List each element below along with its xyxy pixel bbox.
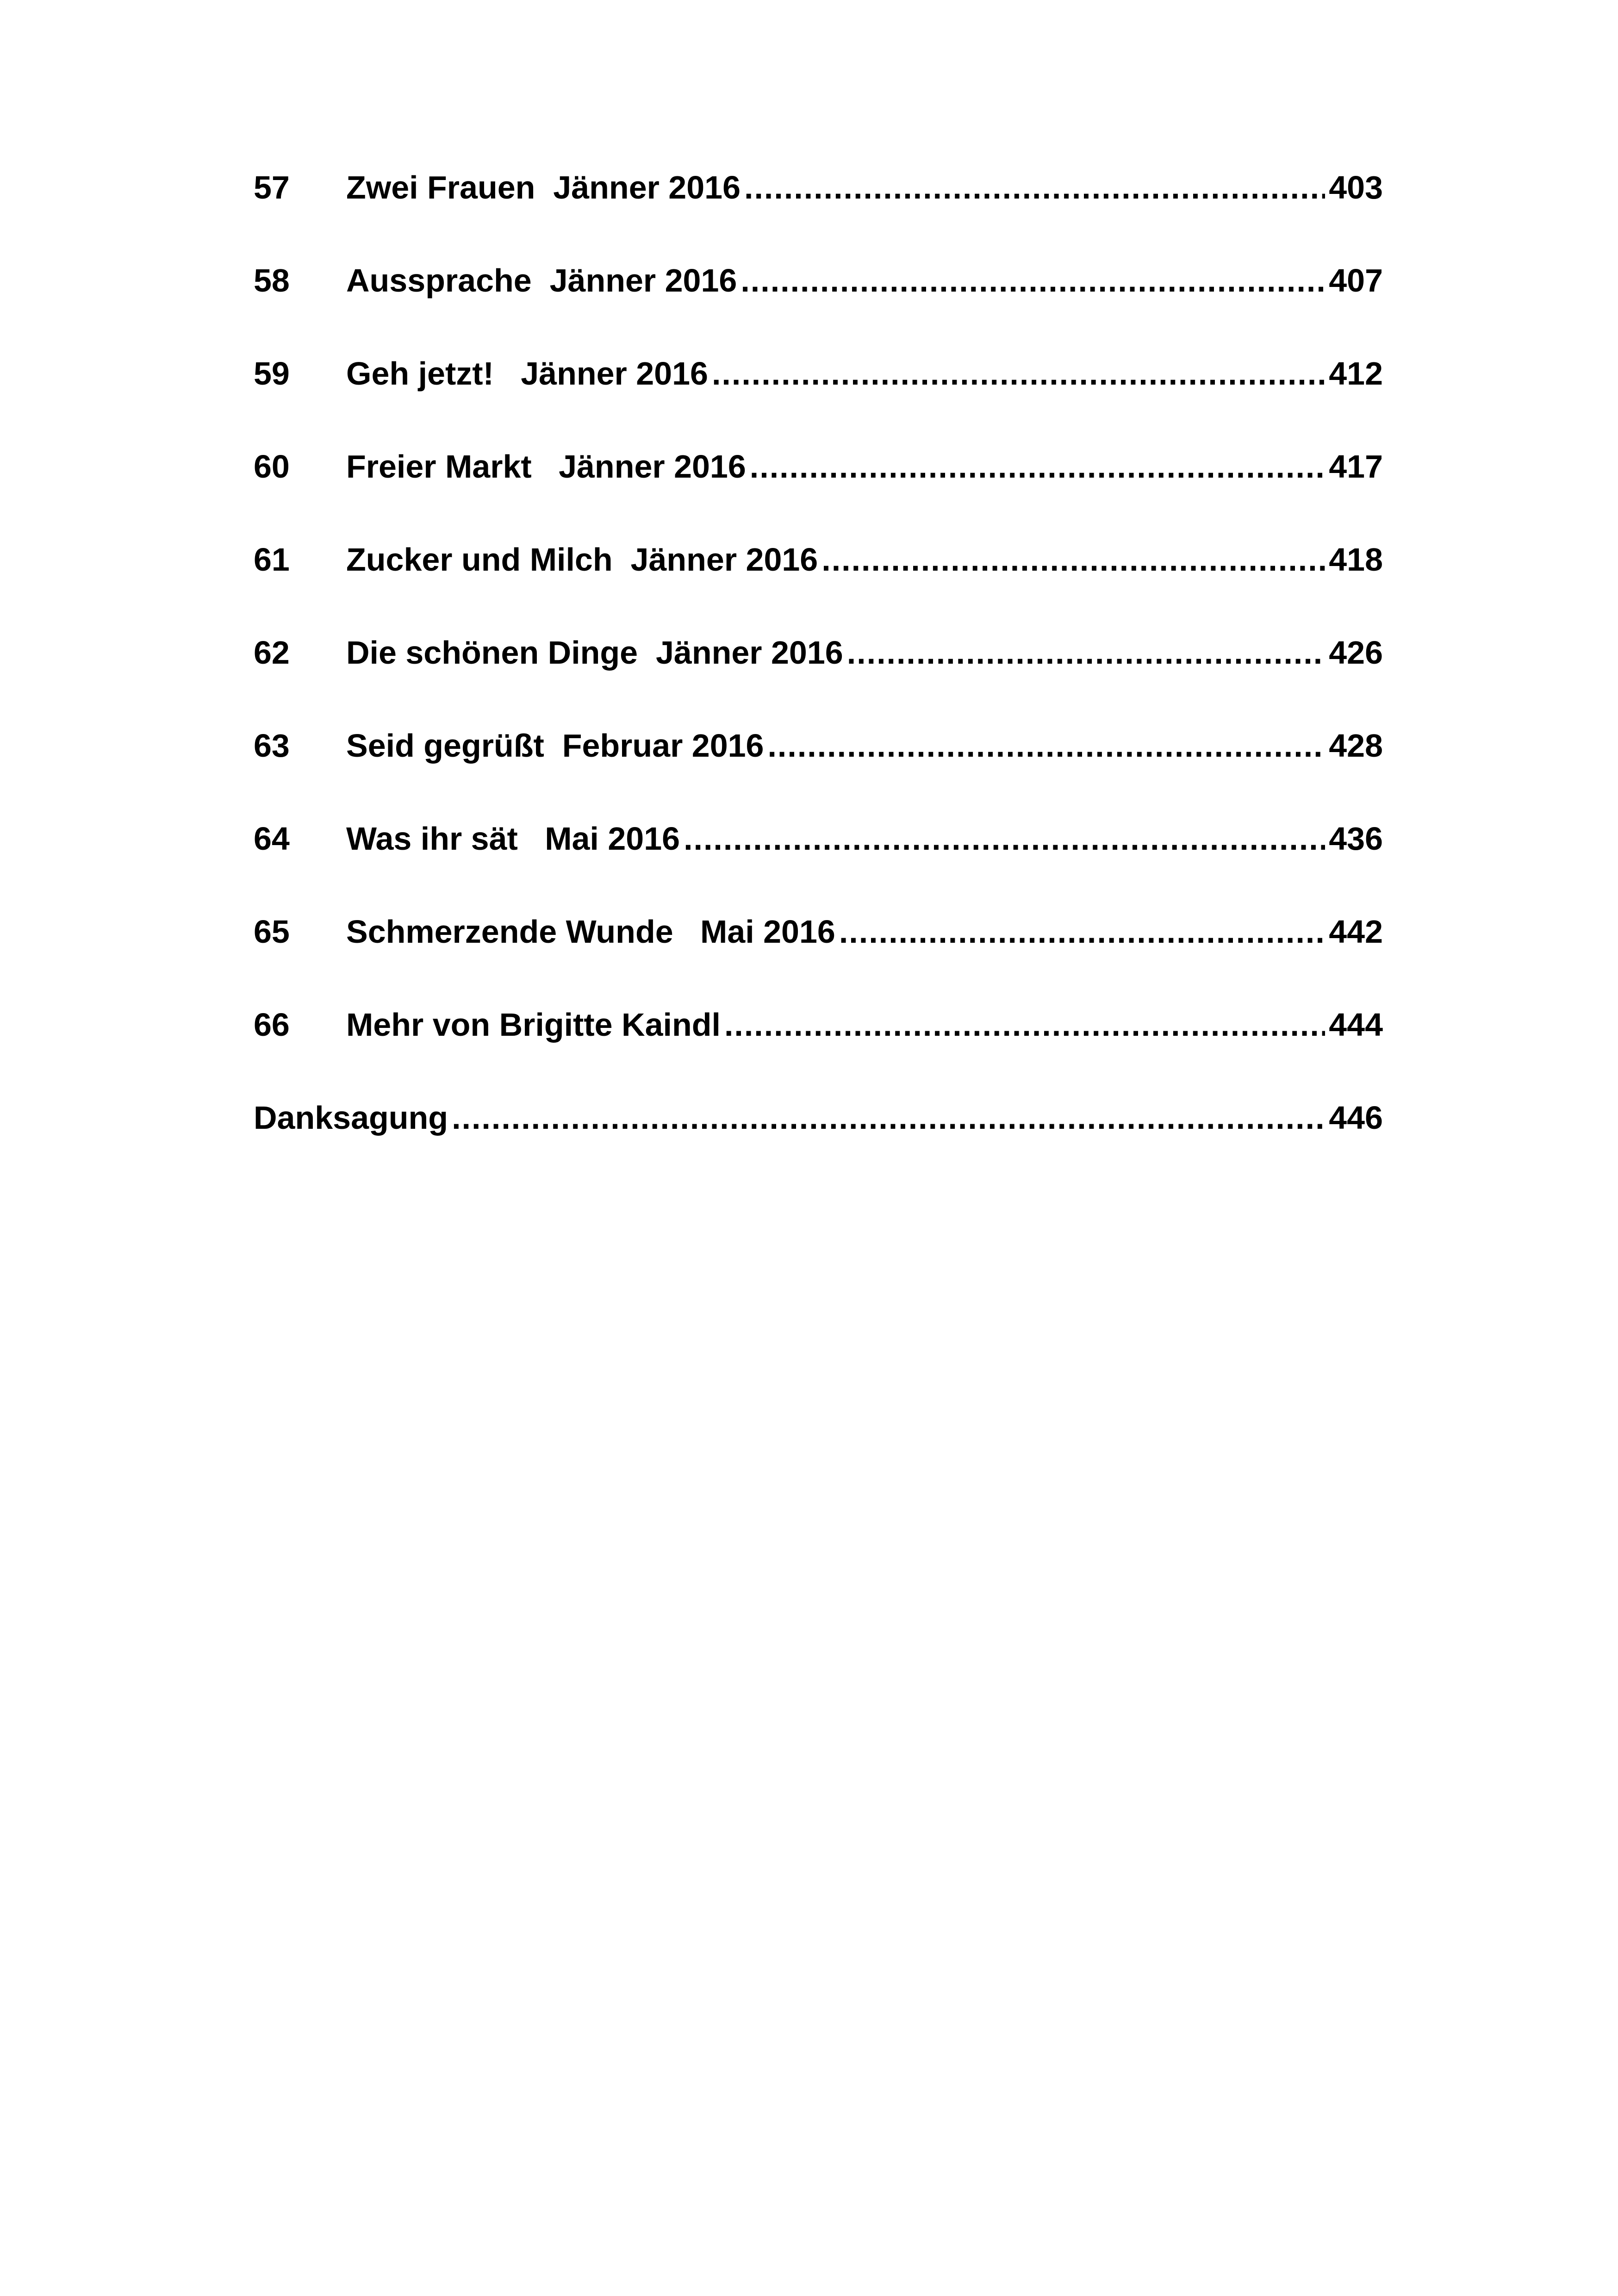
toc-dot-leader — [767, 729, 1325, 762]
toc-dot-leader — [712, 357, 1325, 390]
toc-dot-leader — [724, 1008, 1325, 1041]
toc-dot-leader — [741, 264, 1325, 297]
toc-dot-leader — [821, 543, 1325, 576]
toc-entry-title: Aussprache Jänner 2016 — [346, 262, 737, 299]
toc-entry-number: 57 — [254, 169, 290, 205]
toc-entry-title: Die schönen Dinge Jänner 2016 — [346, 635, 843, 671]
toc-entry[interactable] — [254, 636, 1383, 729]
toc-entry-page: 428 — [1329, 728, 1383, 764]
toc-entry[interactable] — [254, 450, 1383, 543]
toc-entry-page: 444 — [1329, 1007, 1383, 1043]
toc-entry-page: 417 — [1329, 448, 1383, 485]
toc-entry-title: Was ihr sät Mai 2016 — [346, 821, 680, 857]
toc-entry-page: 418 — [1329, 541, 1383, 578]
toc-entry-title: Zucker und Milch Jänner 2016 — [346, 541, 818, 578]
toc-entry-page: 442 — [1329, 914, 1383, 950]
toc-entry-number: 66 — [254, 1007, 290, 1043]
toc-entry-page: 426 — [1329, 635, 1383, 671]
toc-entry-title: Seid gegrüßt Februar 2016 — [346, 728, 764, 764]
toc-dot-leader — [684, 822, 1325, 855]
toc-entry-number: 65 — [254, 914, 290, 950]
toc-dot-leader — [847, 636, 1325, 669]
toc-entry[interactable] — [254, 915, 1383, 1008]
toc-entry-number: 64 — [254, 821, 290, 857]
toc-entry-number: 58 — [254, 262, 290, 299]
toc-entry-title: Zwei Frauen Jänner 2016 — [346, 169, 741, 205]
toc-entry[interactable] — [254, 357, 1383, 450]
toc-entry[interactable] — [254, 729, 1383, 822]
table-of-contents — [254, 171, 1383, 1195]
toc-entry-page: 436 — [1329, 821, 1383, 857]
toc-entry-number: 59 — [254, 355, 290, 392]
toc-entry-title: Freier Markt Jänner 2016 — [346, 448, 746, 485]
toc-entry-acknowledgements[interactable] — [254, 1101, 1383, 1195]
toc-entry-number: 60 — [254, 448, 290, 485]
toc-entry-page: 403 — [1329, 169, 1383, 205]
toc-entry-number: 62 — [254, 635, 290, 671]
toc-entry[interactable] — [254, 171, 1383, 264]
toc-entry-page: 412 — [1329, 355, 1383, 392]
toc-entry[interactable] — [254, 543, 1383, 636]
toc-entry-number: 61 — [254, 541, 290, 578]
toc-dot-leader — [744, 171, 1325, 204]
toc-entry-title: Schmerzende Wunde Mai 2016 — [346, 914, 835, 950]
toc-dot-leader — [452, 1101, 1325, 1134]
toc-entry-title: Mehr von Brigitte Kaindl — [346, 1007, 721, 1043]
toc-entry-page: 446 — [1329, 1100, 1383, 1136]
toc-entry-title: Geh jetzt! Jänner 2016 — [346, 355, 708, 392]
toc-entry-number: 63 — [254, 728, 290, 764]
toc-entry[interactable] — [254, 822, 1383, 915]
toc-entry-page: 407 — [1329, 262, 1383, 299]
toc-entry-title: Danksagung — [254, 1100, 448, 1136]
toc-dot-leader — [839, 915, 1325, 948]
toc-entry[interactable] — [254, 1008, 1383, 1101]
toc-dot-leader — [750, 450, 1325, 483]
toc-entry[interactable] — [254, 264, 1383, 357]
